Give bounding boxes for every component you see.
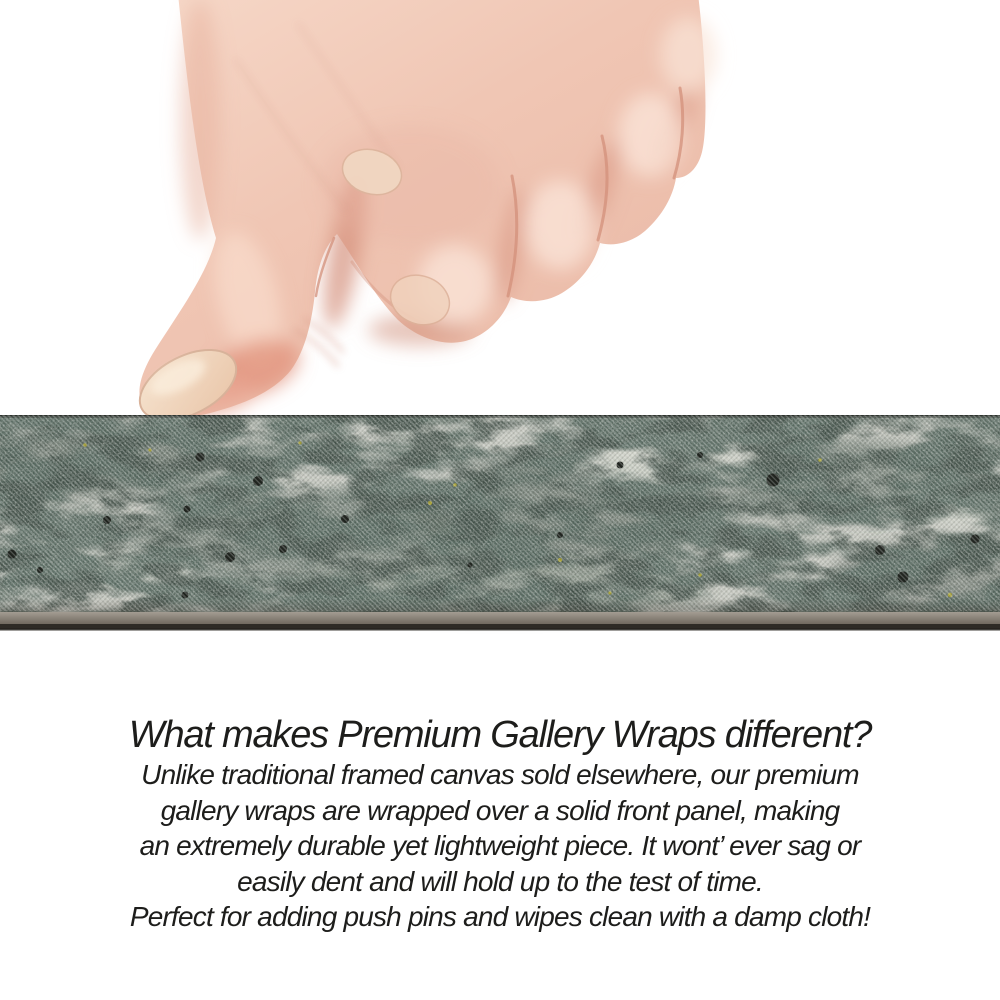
caption-line-5: Perfect for adding push pins and wipes clean with a damp cloth! — [129, 901, 871, 932]
caption-heading: What makes Premium Gallery Wraps different? — [128, 714, 872, 756]
canvas-edge-photo — [0, 415, 1000, 635]
caption-line-1: Unlike traditional framed canvas sold elsewhere, our premium — [141, 759, 859, 790]
caption-line-3: an extremely durable yet lightweight piece. It wont’ ever sag or — [139, 830, 861, 861]
hand-photo — [0, 0, 1000, 432]
caption-line-2: gallery wraps are wrapped over a solid front panel, making — [160, 794, 840, 826]
panel-side-edge — [0, 612, 1000, 631]
caption-line-4: easily dent and will hold up to the test of time. — [237, 865, 763, 897]
caption-section — [0, 713, 1000, 935]
canvas-texture — [0, 415, 1000, 635]
